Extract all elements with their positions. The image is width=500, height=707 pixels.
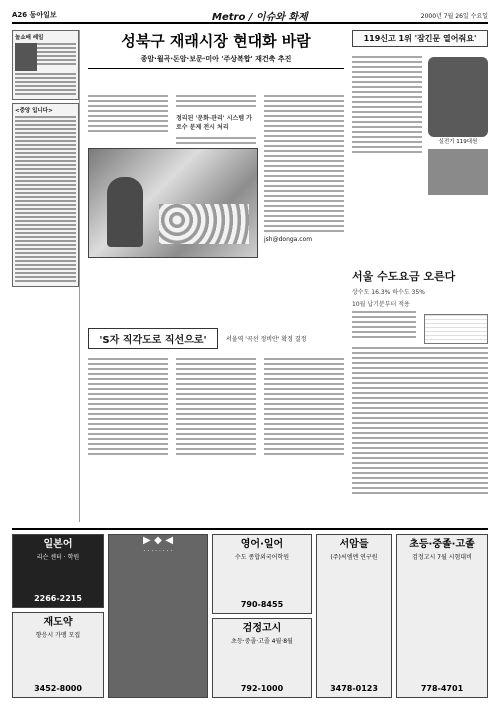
ad-title: 서암들: [339, 539, 369, 550]
right-article-title: 119신고 1위 '잠긴문 열어줘요': [352, 30, 488, 47]
sidebar-box: [12, 103, 79, 287]
rescuer-photo: [428, 57, 488, 137]
bottom-article: [88, 328, 344, 522]
sidebar-box-title: <중앙 입니다>: [15, 108, 53, 114]
ad-block[interactable]: [212, 534, 312, 614]
ad-subtitle: 수도 종합외국어학원: [234, 554, 290, 561]
ad-phone: 3452-8000: [34, 684, 82, 693]
water-note: 10월 납기분부터 적용: [352, 301, 410, 308]
sidebar-box: [12, 30, 79, 100]
article-column: [264, 92, 344, 252]
bottom-article-subtitle: 서울역 '곡선 정비안' 확정 결정: [226, 336, 307, 343]
ad-block[interactable]: ▶ ◆ ◀ · · · · · · · ·: [108, 534, 208, 698]
sidebar: [12, 30, 80, 522]
ad-title: 초등·중졸·고졸: [409, 539, 475, 550]
pull-quote: 정리된 '문화·관리' 시스템 가로수 문제 전시 처리: [176, 115, 252, 131]
article-column: [264, 355, 344, 458]
ad-block[interactable]: [316, 534, 392, 698]
market-photo: [88, 148, 258, 258]
section-title: Metro / 이슈와 화제: [212, 12, 308, 23]
ad-phone: 778-4701: [420, 684, 464, 693]
ad-block[interactable]: [12, 534, 104, 608]
ad-block[interactable]: [212, 618, 312, 698]
ad-phone: 790-8455: [240, 600, 284, 609]
advertisements: [12, 528, 488, 698]
ad-phone: 792-1000: [240, 684, 284, 693]
ad-subtitle: 초등·중졸·고졸 4월·8월: [231, 638, 293, 645]
page-header: [12, 8, 488, 24]
ad-title: 검정고시: [242, 623, 282, 634]
water-headline: 서울 수도요금 오른다: [352, 270, 456, 283]
ad-subtitle: (주)씨엠엔 연구원: [330, 554, 378, 561]
ad-block[interactable]: [12, 612, 104, 698]
ad-subtitle: 검정고시 7월 시험대비: [412, 554, 472, 561]
ad-block[interactable]: [396, 534, 488, 698]
article-column: [88, 355, 168, 458]
sidebar-box-title: 놀쇼배 레일: [15, 35, 44, 41]
issue-date: 2000년 7월 26일 수요일: [420, 13, 488, 20]
rate-table: [424, 314, 488, 344]
article-column: [176, 355, 256, 458]
water-article: [352, 268, 488, 522]
bottom-article-title: 'S자 직각도로 직선으로': [88, 328, 218, 349]
page-number: A26 동아일보: [12, 11, 57, 19]
article-subheadline: 종암·월곡·돈암·보문·미아 '주상복합' 재건축 추진: [140, 55, 292, 63]
fruit-display: [159, 204, 249, 244]
water-subheadline: 상수도 16.3% 하수도 35%: [352, 289, 425, 296]
ad-phone: 2266-2215: [34, 594, 82, 603]
ad-title: 일본어: [43, 539, 73, 550]
photo-caption: 실전기 119대원: [438, 139, 478, 145]
ad-title: 재도약: [43, 617, 73, 628]
vendor-figure: [107, 177, 143, 247]
ad-phone: 3478-0123: [330, 684, 378, 693]
main-article: [88, 30, 344, 320]
ad-subtitle: 리슨 센터 · 학원: [36, 554, 80, 561]
article-headline: 성북구 재래시장 현대화 바람: [121, 32, 311, 50]
person-photo: [15, 43, 37, 71]
ad-title: 영어·일어: [240, 539, 284, 550]
ad-subtitle: 향응시 가맹 모집: [35, 632, 81, 639]
secondary-photo: [428, 149, 488, 195]
right-article: [352, 30, 488, 260]
photo-credit: jsh@donga.com: [264, 236, 313, 243]
